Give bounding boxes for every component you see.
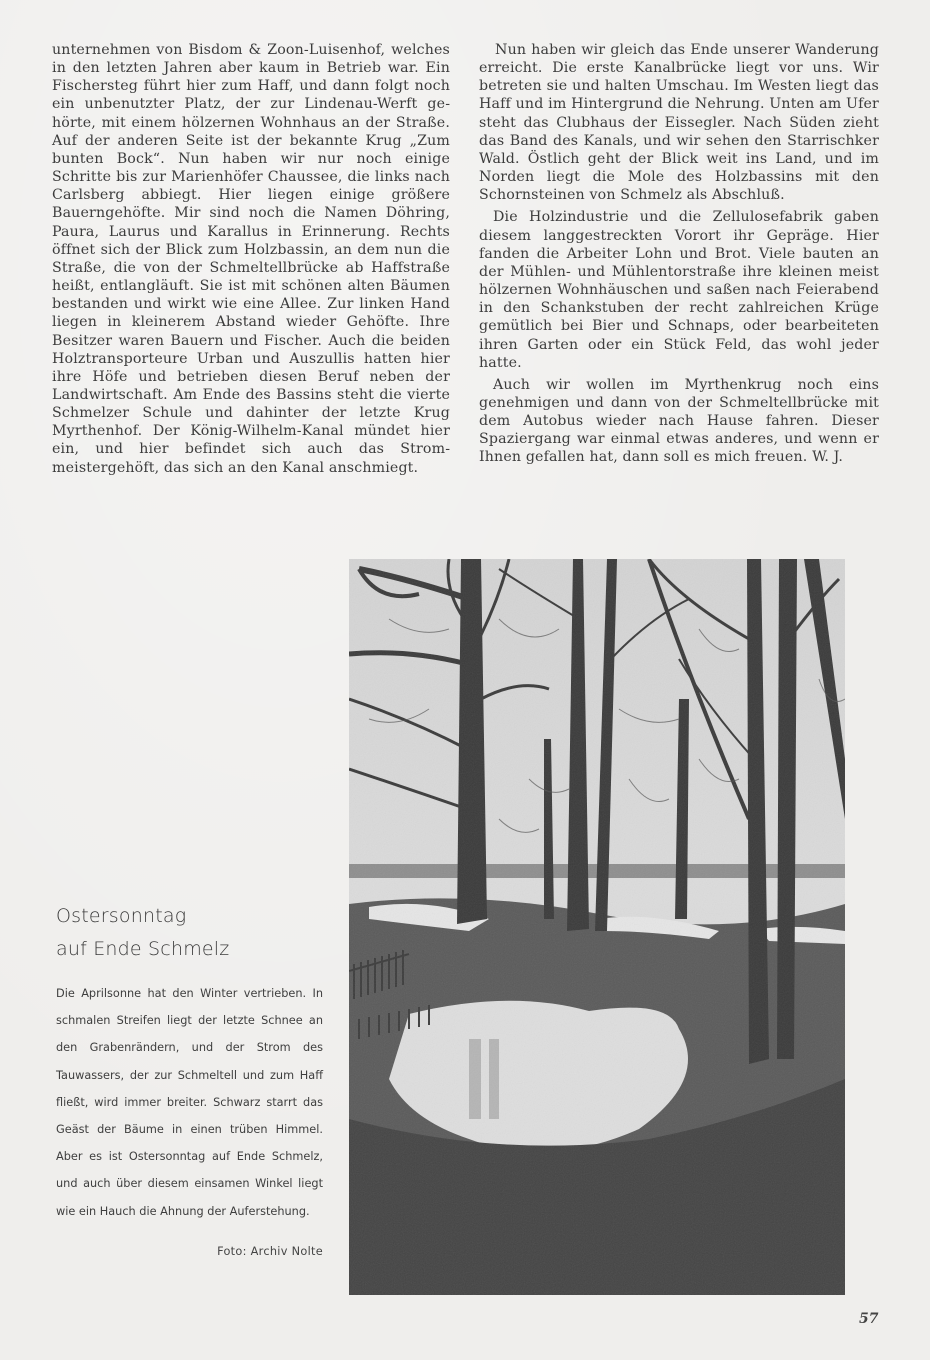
caption-title-line: Ostersonntag	[56, 905, 187, 927]
photo-credit: Foto: Archiv Nolte	[217, 1245, 323, 1258]
landscape-photo	[349, 559, 845, 1295]
article-paragraph: Die Holzindustrie und die Zellulosefabrik gaben diesem langgestreckten Vorort ihr Gepräge. Hier fanden die Arbeiter Lohn und Brot. Viele bauten an der Mühlen- und Mühlentorstraße ihre kleinen meist hölzernen Wohnhäuschen und saßen nach Feierabend in den Schankstuben der recht zahlreichen Krüge gemütlich bei Bier und Schnaps, oder bearbeiteten ihren Garten oder ein Stück Feld, das wohl jeder hatte.	[479, 209, 879, 371]
caption-title	[56, 900, 336, 966]
article-paragraph: Auch wir wollen im Myrthenkrug noch eins genehmigen und dann von der Schmeltellbrücke mit dem Autobus wieder nach Hause fahren. Dieser Spaziergang war einmal etwas anderes, und wenn er Ihnen gefallen hat, dann soll es mich freuen. W. J.	[479, 376, 879, 466]
photo-illustration	[349, 559, 845, 1295]
caption-body: Die Aprilsonne hat den Winter vertrieben. In schmalen Streifen liegt der letzte Schnee an den Grabenrändern, und der Strom des Tauwassers, der zur Schmeltell und zum Haff fließt, wird immer breiter. Schwarz starrt das Geäst der Bäume in einen trüben Himmel. Aber es ist Ostersonntag auf Ende Schmelz, und auch über diesem einsamen Winkel liegt wie ein Hauch die Ahnung der Auferstehung.	[56, 987, 323, 1218]
article-left-column	[52, 41, 450, 477]
page-number: 57	[859, 1311, 879, 1327]
film-grain	[349, 559, 845, 1295]
article-right-column	[479, 41, 879, 467]
article-paragraph: unternehmen von Bisdom & Zoon-Luisenhof, welches in den letzten Jahren aber kaum in Betrieb war. Ein Fischersteg führt hier zum Haff, und dann folgt noch ein unbenutzter Platz, der zur Lindenau-Werft gehörte, mit einem hölzernen Wohnhaus an der Straße. Auf der anderen Seite ist der bekannte Krug „Zum bunten Bock“. Nun haben wir nur noch einige Schritte bis zur Marienhöfer Chaussee, die links nach Carlsberg abbiegt. Hier liegen einige größere Bauerngehöfte. Mir sind noch die Namen Döhring, Paura, Laurus und Karallus in Erinnerung. Rechts öffnet sich der Blick zum Holzbassin, an dem nun die Straße, die von der Schmeltellbrücke ab Haffstraße heißt, entlangläuft. Sie ist mit schönen alten Bäumen bestanden und wirkt wie eine Allee. Zur linken Hand liegen in kleinerem Abstand wieder Gehöfte. Ihre Besitzer waren Bauern und Fischer. Auch die beiden Holztransporteure Urban und Auszullis hatten hier ihre Höfe und betrieben diesen Beruf neben der Landwirtschaft. Am Ende des Bassins steht die vierte Schmelzer Schule und dahinter der letzte Krug Myrthenhof. Der König-Wilhelm-Kanal mündet hier ein, und hier befindet sich auch das Strommeistergehöft, das sich an den Kanal anschmiegt.	[52, 42, 450, 476]
caption-title-line: auf Ende Schmelz	[56, 938, 230, 960]
article-paragraph: Nun haben wir gleich das Ende unserer Wanderung erreicht. Die erste Kanalbrücke liegt vor uns. Wir betreten sie und halten Umschau. Im Westen liegt das Haff und im Hintergrund die Nehrung. Unten am Ufer steht das Clubhaus der Eissegler. Nach Süden zieht das Band des Kanals, und wir sehen den Starrischker Wald. Östlich geht der Blick weit ins Land, und im Norden liegt die Mole des Holzbassins mit den Schornsteinen von Schmelz als Abschluß.	[479, 42, 879, 204]
